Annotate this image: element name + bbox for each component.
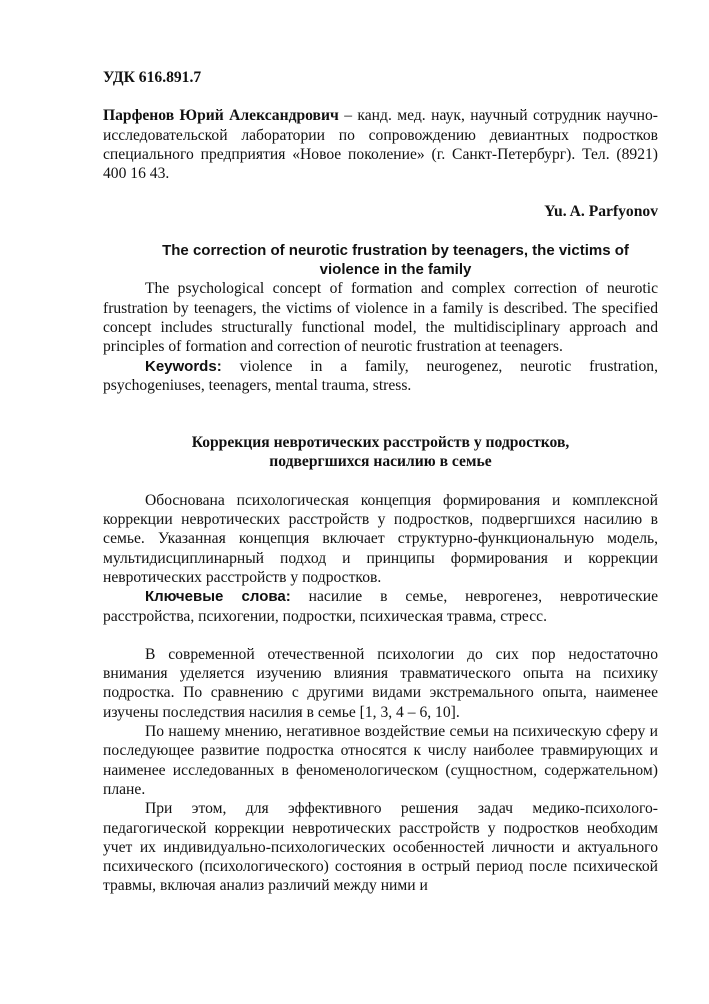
paper-page [103, 68, 658, 896]
body-paragraph-2: По нашему мнению, негативное воздействие семьи на психическую сферу и последующее развитие подростка относятся к числу наиболее травмирующих и наименее исследованных в феноменологическом (сущностном, содержательном) плане. [103, 723, 658, 798]
keywords-text-en: violence in a family, neurogenez, neurotic frustration, psychogeniuses, teenagers, mental trauma, stress. [103, 357, 658, 394]
title-ru-line2: подвергшихся насилию в семье [269, 453, 492, 471]
author-name-en: Yu. A. Parfyonov [544, 203, 658, 221]
keywords-label-ru: Ключевые слова: [145, 588, 291, 606]
keywords-label-en: Keywords: [145, 357, 222, 375]
title-en [103, 241, 658, 280]
author-info-ru [103, 106, 658, 183]
title-en-line1: The correction of neurotic frustration by teenagers, the victims of [162, 241, 629, 259]
keywords-ru [103, 587, 658, 626]
body-paragraph-3: При этом, для эффективного решения задач медико-психолого-педагогической коррекции невротических расстройств у подростков необходим учет их индивидуально-психологических особенностей личности и актуального психического (психологического) состояния в острый период после психической травмы, включая анализ различий между ними и [103, 800, 658, 895]
body-paragraph-1: В современной отечественной психологии до сих пор недостаточно внимания уделяется изучению влияния травматического опыта на психику подростка. По сравнению с другими видами экстремального опыта, наименее изучены последствия насилия в семье [1, 3, 4 – 6, 10]. [103, 645, 658, 721]
title-en-line2: violence in the family [319, 261, 472, 279]
author-name-ru: Парфенов Юрий Александрович [103, 107, 339, 125]
abstract-en: The psychological concept of formation and complex correction of neurotic frustration by teenagers, the victims of violence in a family is described. The specified concept includes structurally functional model, the multidisciplinary approach and principles of formation and correction of neurotic frustration at teenagers. [103, 280, 658, 356]
udc-code: УДК 616.891.7 [103, 69, 202, 86]
author-affiliation-ru: – канд. мед. наук, научный сотрудник научно-исследовательской лаборатории по сопровождению девиантных подростков специального предприятия «Новое поколение» (г. Санкт-Петербург). Тел. (8921) 400 16 43. [103, 107, 658, 183]
title-ru [103, 433, 658, 472]
keywords-en [103, 357, 658, 396]
title-ru-line1: Коррекция невротических расстройств у подростков, [191, 434, 570, 452]
abstract-ru: Обоснована психологическая концепция формирования и комплексной коррекции невротических расстройств у подростков, подвергшихся насилию в семье. Указанная концепция включает структурно-функциональную модель, мультидисциплинарный подход и принципы формирования и коррекции невротических расстройств у подростков. [103, 491, 658, 586]
keywords-text-ru: насилие в семье, неврогенез, невротические расстройства, психогении, подростки, психическая травма, стресс. [103, 588, 658, 625]
